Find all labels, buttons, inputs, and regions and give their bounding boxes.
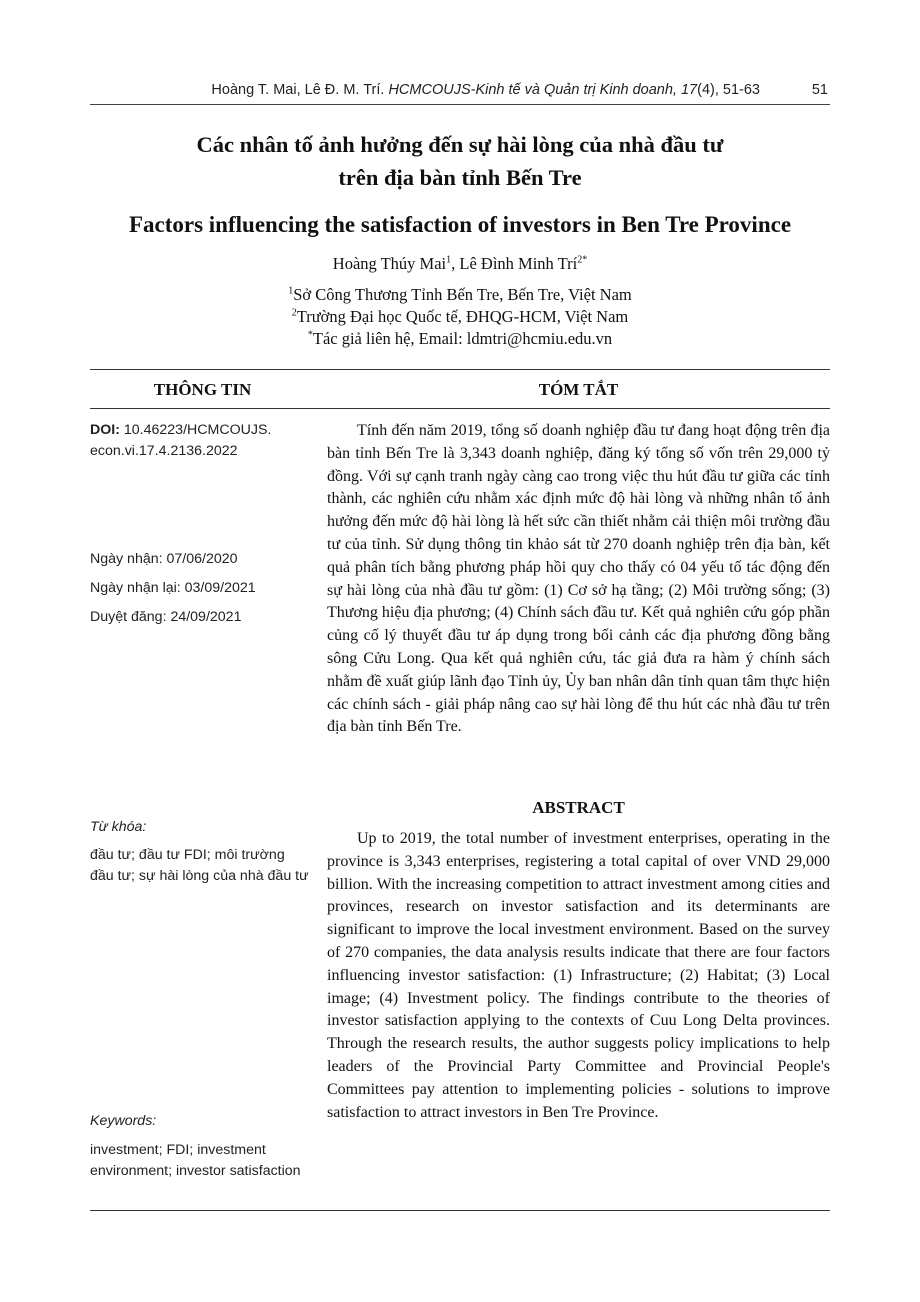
accepted-date: Duyệt đăng: 24/09/2021 xyxy=(90,609,242,625)
running-head xyxy=(90,82,830,104)
title-english: Factors influencing the satisfaction of investors in Ben Tre Province xyxy=(128,212,792,237)
affiliations xyxy=(90,284,830,350)
keywords-en: investment; FDI; investment environment; investor satisfaction xyxy=(90,1142,301,1179)
doi-value-1: 10.46223/HCMCOUJS. xyxy=(119,422,272,438)
title-vietnamese xyxy=(90,128,830,194)
affiliation-2 xyxy=(90,306,830,328)
tom-tat-body: Tính đến năm 2019, tổng số doanh nghiệp đầu tư đang hoạt động trên địa bàn tỉnh Bến Tre là 3,343 doanh nghiệp, đăng ký tổng số vốn trên 29,000 tỷ đồng. Với sự cạnh tranh ngày càng cao trong việc thu hút đầu tư giữa các tỉnh thành, các nghiên cứu nhằm xác định mức độ hài lòng và những nhân tố ảnh hưởng đến mức độ hài lòng là hết sức cần thiết nhằm cải thiện môi trường đầu tư của tỉnh. Sử dụng thông tin khảo sát từ 270 doanh nghiệp trên địa bàn, kết quả phân tích bằng phương pháp hồi quy cho thấy có 04 yếu tố tác động đến sự hài lòng của nhà đầu tư gồm: (1) Cơ sở hạ tầng; (2) Môi trường sống; (3) Thương hiệu địa phương; (4) Chính sách đầu tư. Kết quả nghiên cứu góp phần củng cố lý thuyết đầu tư áp dụng trong bối cảnh các địa phương đồng bằng sông Cửu Long. Qua kết quả nghiên cứu, tác giả đưa ra hàm ý chính sách nhằm đề xuất giúp lãnh đạo Tỉnh ủy, Ủy ban nhân dân tỉnh quan tâm thực hiện các chính sách - giải pháp nâng cao sự hài lòng để thu hút các nhà đầu tư trên địa bàn tỉnh Bến Tre. xyxy=(327,422,830,736)
abstract-body: Up to 2019, the total number of investment enterprises, operating in the province is 3,343 enterprises, registering a total capital of over VND 29,000 billion. With the increasing competition to attract investment among cities and provinces, research on investor satisfaction and its determinants are significant to improve the local investment environment. Based on the survey of 270 companies, the data analysis results indicate that there are four factors influencing investor satisfaction: (1) Infrastructure; (2) Habitat; (3) Local image; (4) Investment policy. The findings contribute to the theories of investor satisfaction applying to the contexts of Cuu Long Delta provinces. Through the research results, the author suggests policy implications to help leaders of the Provincial Party Committee and Provincial People's Committees pay attention to implementing policies - solutions to improve satisfaction to attract investors in Ben Tre Province. xyxy=(327,830,830,1121)
doi-label: DOI: xyxy=(90,422,120,438)
info-heading: THÔNG TIN xyxy=(153,380,252,399)
affiliation-1 xyxy=(90,284,830,306)
title-vi-line-1: Các nhân tố ảnh hưởng đến sự hài lòng của nhà đầu tư xyxy=(196,132,724,157)
bottom-rule xyxy=(90,1210,830,1211)
affiliation-2-text: Trường Đại học Quốc tế, ĐHQG-HCM, Việt Nam xyxy=(296,307,629,326)
running-head-authors: Hoàng T. Mai, Lê Đ. M. Trí. xyxy=(211,82,385,98)
author-line xyxy=(90,253,830,275)
running-head-issue: (4), 51-63 xyxy=(697,82,760,98)
author-separator: , xyxy=(451,254,460,273)
abstract-heading: ABSTRACT xyxy=(532,798,625,817)
author-2: Lê Đình Minh Trí xyxy=(459,254,578,273)
header-rule xyxy=(90,104,830,105)
received-date: Ngày nhận: 07/06/2020 xyxy=(90,551,238,567)
doi-value-2: econ.vi.17.4.2136.2022 xyxy=(90,443,238,459)
author-2-sup: 2* xyxy=(577,254,588,266)
summary-heading: TÓM TẮT xyxy=(538,380,619,399)
keywords-vi-label: Từ khóa: xyxy=(90,819,147,835)
author-1: Hoàng Thúy Mai xyxy=(332,254,447,273)
affiliation-1-text: Sở Công Thương Tỉnh Bến Tre, Bến Tre, Việt Nam xyxy=(293,285,632,304)
title-vi-line-2: trên địa bàn tỉnh Bến Tre xyxy=(338,165,582,190)
keywords-vi: đầu tư; đầu tư FDI; môi trường đầu tư; sự hài lòng của nhà đầu tư xyxy=(90,847,309,884)
affiliation-3-text: Tác giả liên hệ, Email: ldmtri@hcmiu.edu.vn xyxy=(312,329,613,348)
heading-rule xyxy=(90,408,830,409)
affiliation-3-sup: * xyxy=(307,329,313,341)
revised-date: Ngày nhận lại: 03/09/2021 xyxy=(90,580,256,596)
page-number: 51 xyxy=(811,82,828,98)
keywords-en-label: Keywords: xyxy=(90,1113,157,1129)
doi xyxy=(90,420,320,462)
top-rule xyxy=(90,369,830,370)
author-1-sup: 1 xyxy=(446,254,452,266)
running-head-journal: HCMCOUJS-Kinh tế và Quản trị Kinh doanh, 17 xyxy=(388,82,698,98)
affiliation-1-sup: 1 xyxy=(288,285,294,297)
affiliation-2-sup: 2 xyxy=(291,307,297,319)
affiliation-3 xyxy=(90,328,830,350)
running-head-citation xyxy=(211,82,760,98)
